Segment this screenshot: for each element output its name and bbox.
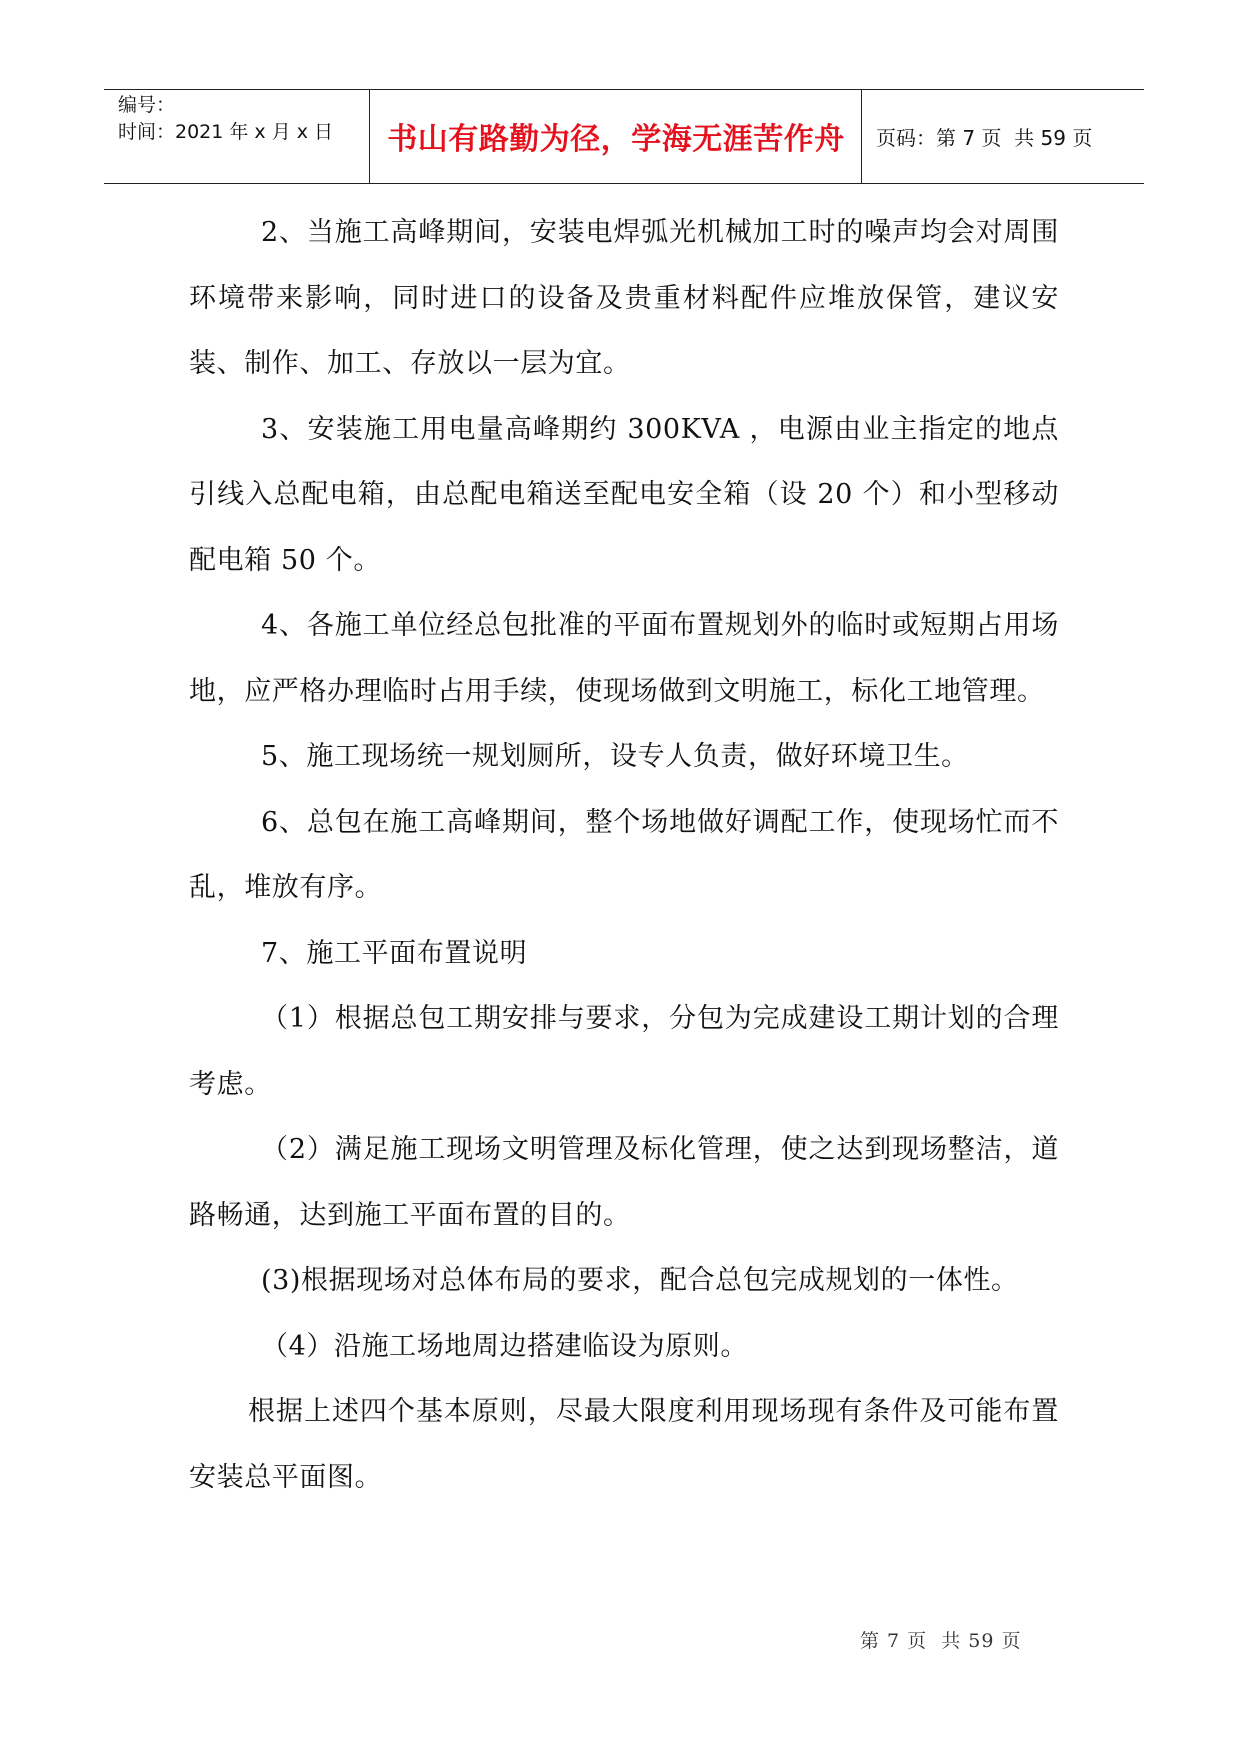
footer-page-number: 第 7 页 共 59 页 — [860, 1630, 1022, 1652]
paragraph: (3)根据现场对总体布局的要求，配合总包完成规划的一体性。 — [261, 1265, 1019, 1296]
document-number-label: 编号： — [118, 94, 176, 116]
header-meta — [118, 92, 333, 146]
paragraph: 7、施工平面布置说明 — [261, 937, 528, 969]
paragraph: 5、施工现场统一规划厕所，设专人负责，做好环境卫生。 — [261, 741, 969, 772]
document-body — [189, 200, 1059, 1510]
paragraph: 6、总包在施工高峰期间，整个场地做好调配工作，使现场忙而不乱，堆放有序。 — [189, 806, 1059, 903]
paragraph: 4、各施工单位经总包批准的平面布置规划外的临时或短期占用场地，应严格办理临时占用手续，使现场做到文明施工，标化工地管理。 — [189, 610, 1059, 707]
header-divider-right — [861, 89, 862, 183]
paragraph: （1）根据总包工期安排与要求，分包为完成建设工期计划的合理考虑。 — [189, 1003, 1059, 1100]
header-bottom-rule — [104, 183, 1144, 184]
paragraph: 2、当施工高峰期间，安装电焊弧光机械加工时的噪声均会对周围环境带来影响，同时进口的设备及贵重材料配件应堆放保管，建议安装、制作、加工、存放以一层为宜。 — [189, 217, 1059, 379]
paragraph: 根据上述四个基本原则，尽最大限度利用现场现有条件及可能布置安装总平面图。 — [189, 1396, 1059, 1493]
paragraph: （2）满足施工现场文明管理及标化管理，使之达到现场整洁，道路畅通，达到施工平面布置的目的。 — [189, 1134, 1059, 1231]
header-page-number: 页码：第 7 页 共 59 页 — [876, 125, 1093, 150]
paragraph: （4）沿施工场地周边搭建临设为原则。 — [261, 1330, 748, 1362]
header-divider-left — [369, 89, 370, 183]
paragraph: 3、安装施工用电量高峰期约 300KVA ，电源由业主指定的地点引线入总配电箱，由总配电箱送至配电安全箱（设 20 个）和小型移动配电箱 50 个。 — [189, 413, 1059, 576]
header-motto: 书山有路勤为径，学海无涯苦作舟 — [387, 122, 845, 157]
document-time-label: 时间：2021 年 x 月 x 日 — [118, 121, 334, 143]
